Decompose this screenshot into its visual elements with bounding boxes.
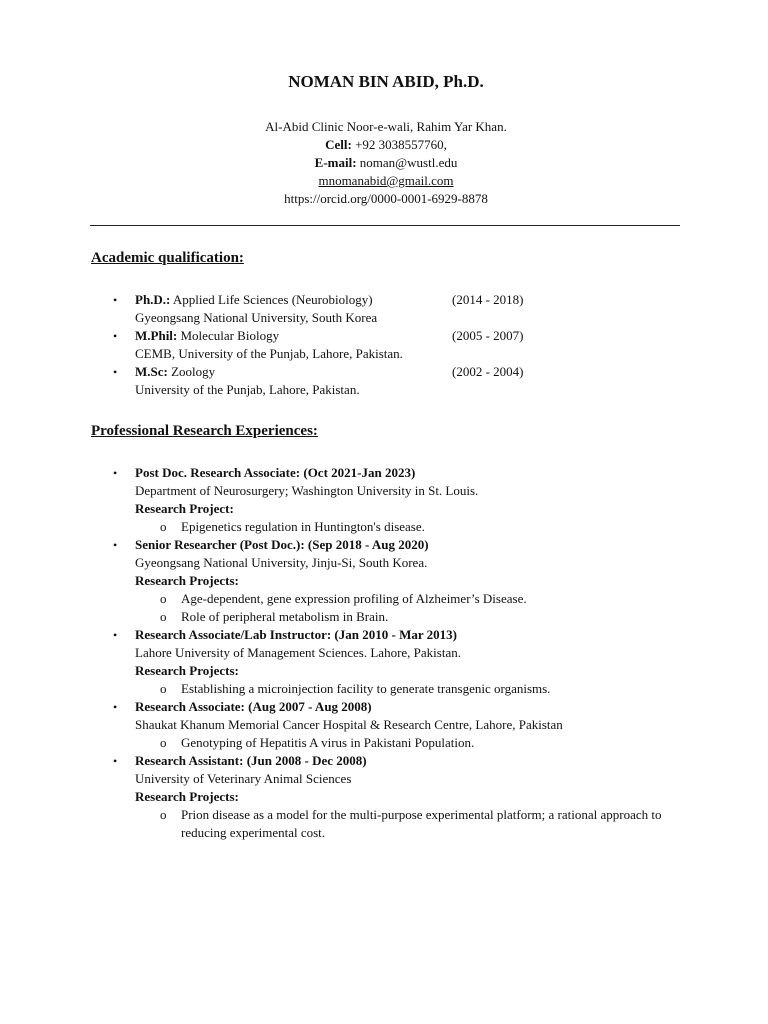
bullet-icon: • bbox=[113, 628, 118, 642]
projects-label: Research Projects: bbox=[135, 573, 239, 588]
project-item: o Age-dependent, gene expression profiling of Alzheimer’s Disease. bbox=[160, 591, 527, 606]
position-title: Research Associate: (Aug 2007 - Aug 2008) bbox=[135, 699, 372, 714]
experience-section-title: Professional Research Experiences: bbox=[91, 423, 318, 439]
projects-label: Research Projects: bbox=[135, 663, 239, 678]
position-title: Post Doc. Research Associate: (Oct 2021-Jan 2023) bbox=[135, 465, 416, 480]
circle-bullet-icon: o bbox=[160, 609, 167, 624]
experience-item bbox=[0, 626, 768, 698]
project-item: o Prion disease as a model for the multi-purpose experimental platform; a rational approach to reducing experimental cost. bbox=[160, 807, 662, 840]
email-label: E-mail: bbox=[314, 155, 357, 170]
experience-institution: University of Veterinary Animal Sciences bbox=[135, 771, 352, 786]
academic-item bbox=[0, 327, 768, 363]
project-item: o Epigenetics regulation in Huntington's disease. bbox=[160, 519, 425, 534]
experience-institution: Gyeongsang National University, Jinju-Si, South Korea. bbox=[135, 555, 428, 570]
project-item: o Role of peripheral metabolism in Brain. bbox=[160, 609, 389, 624]
degree-field: Zoology bbox=[167, 364, 216, 379]
degree-field: Applied Life Sciences (Neurobiology) bbox=[170, 292, 373, 307]
position-title: Research Associate/Lab Instructor: (Jan 2010 - Mar 2013) bbox=[135, 627, 457, 642]
circle-bullet-icon: o bbox=[160, 735, 167, 750]
position-title: Senior Researcher (Post Doc.): (Sep 2018 - Aug 2020) bbox=[135, 537, 429, 552]
degree-institution: University of the Punjab, Lahore, Pakistan. bbox=[135, 382, 360, 397]
projects-label: Research Project: bbox=[135, 501, 234, 516]
bullet-icon: • bbox=[113, 329, 118, 343]
experience-institution: Department of Neurosurgery; Washington University in St. Louis. bbox=[135, 483, 479, 498]
bullet-icon: • bbox=[113, 538, 118, 552]
degree-institution: Gyeongsang National University, South Korea bbox=[135, 310, 378, 325]
experience-item bbox=[0, 536, 768, 626]
page-title: NOMAN BIN ABID, Ph.D. bbox=[288, 72, 484, 91]
email-alt-link[interactable]: mnomanabid@gmail.com bbox=[318, 173, 454, 188]
email-line bbox=[0, 154, 768, 172]
degree-label: M.Phil: bbox=[135, 328, 178, 343]
email-value[interactable]: noman@wustl.edu bbox=[356, 155, 458, 170]
projects-label: Research Projects: bbox=[135, 789, 239, 804]
position-title: Research Assistant: (Jun 2008 - Dec 2008) bbox=[135, 753, 367, 768]
degree-label: Ph.D.: bbox=[135, 292, 171, 307]
contact-block bbox=[0, 118, 768, 208]
degree-years: (2014 - 2018) bbox=[452, 292, 524, 307]
project-item: o Establishing a microinjection facility to generate transgenic organisms. bbox=[160, 681, 551, 696]
degree-institution: CEMB, University of the Punjab, Lahore, Pakistan. bbox=[135, 346, 403, 361]
bullet-icon: • bbox=[113, 700, 118, 714]
bullet-icon: • bbox=[113, 365, 118, 379]
cell-line bbox=[0, 136, 768, 154]
degree-label: M.Sc: bbox=[135, 364, 168, 379]
academic-section-title: Academic qualification: bbox=[91, 250, 244, 266]
cell-value: +92 3038557760, bbox=[351, 137, 447, 152]
experience-institution: Shaukat Khanum Memorial Cancer Hospital & Research Centre, Lahore, Pakistan bbox=[135, 717, 563, 732]
degree-years: (2005 - 2007) bbox=[452, 328, 524, 343]
experience-list bbox=[0, 464, 768, 842]
academic-item bbox=[0, 363, 768, 399]
header-divider bbox=[90, 225, 680, 226]
circle-bullet-icon: o bbox=[160, 807, 167, 822]
experience-item bbox=[0, 698, 768, 752]
address: Al-Abid Clinic Noor-e-wali, Rahim Yar Khan. bbox=[265, 119, 507, 134]
project-item: o Genotyping of Hepatitis A virus in Pakistani Population. bbox=[160, 735, 475, 750]
bullet-icon: • bbox=[113, 754, 118, 768]
bullet-icon: • bbox=[113, 293, 118, 307]
experience-institution: Lahore University of Management Sciences. Lahore, Pakistan. bbox=[135, 645, 461, 660]
academic-list bbox=[0, 291, 768, 399]
experience-item bbox=[0, 752, 768, 842]
academic-item bbox=[0, 291, 768, 327]
experience-item bbox=[0, 464, 768, 536]
circle-bullet-icon: o bbox=[160, 519, 167, 534]
degree-field: Molecular Biology bbox=[177, 328, 280, 343]
circle-bullet-icon: o bbox=[160, 591, 167, 606]
orcid-link[interactable]: https://orcid.org/0000-0001-6929-8878 bbox=[284, 191, 488, 206]
bullet-icon: • bbox=[113, 466, 118, 480]
cell-label: Cell: bbox=[325, 137, 352, 152]
degree-years: (2002 - 2004) bbox=[452, 364, 524, 379]
circle-bullet-icon: o bbox=[160, 681, 167, 696]
